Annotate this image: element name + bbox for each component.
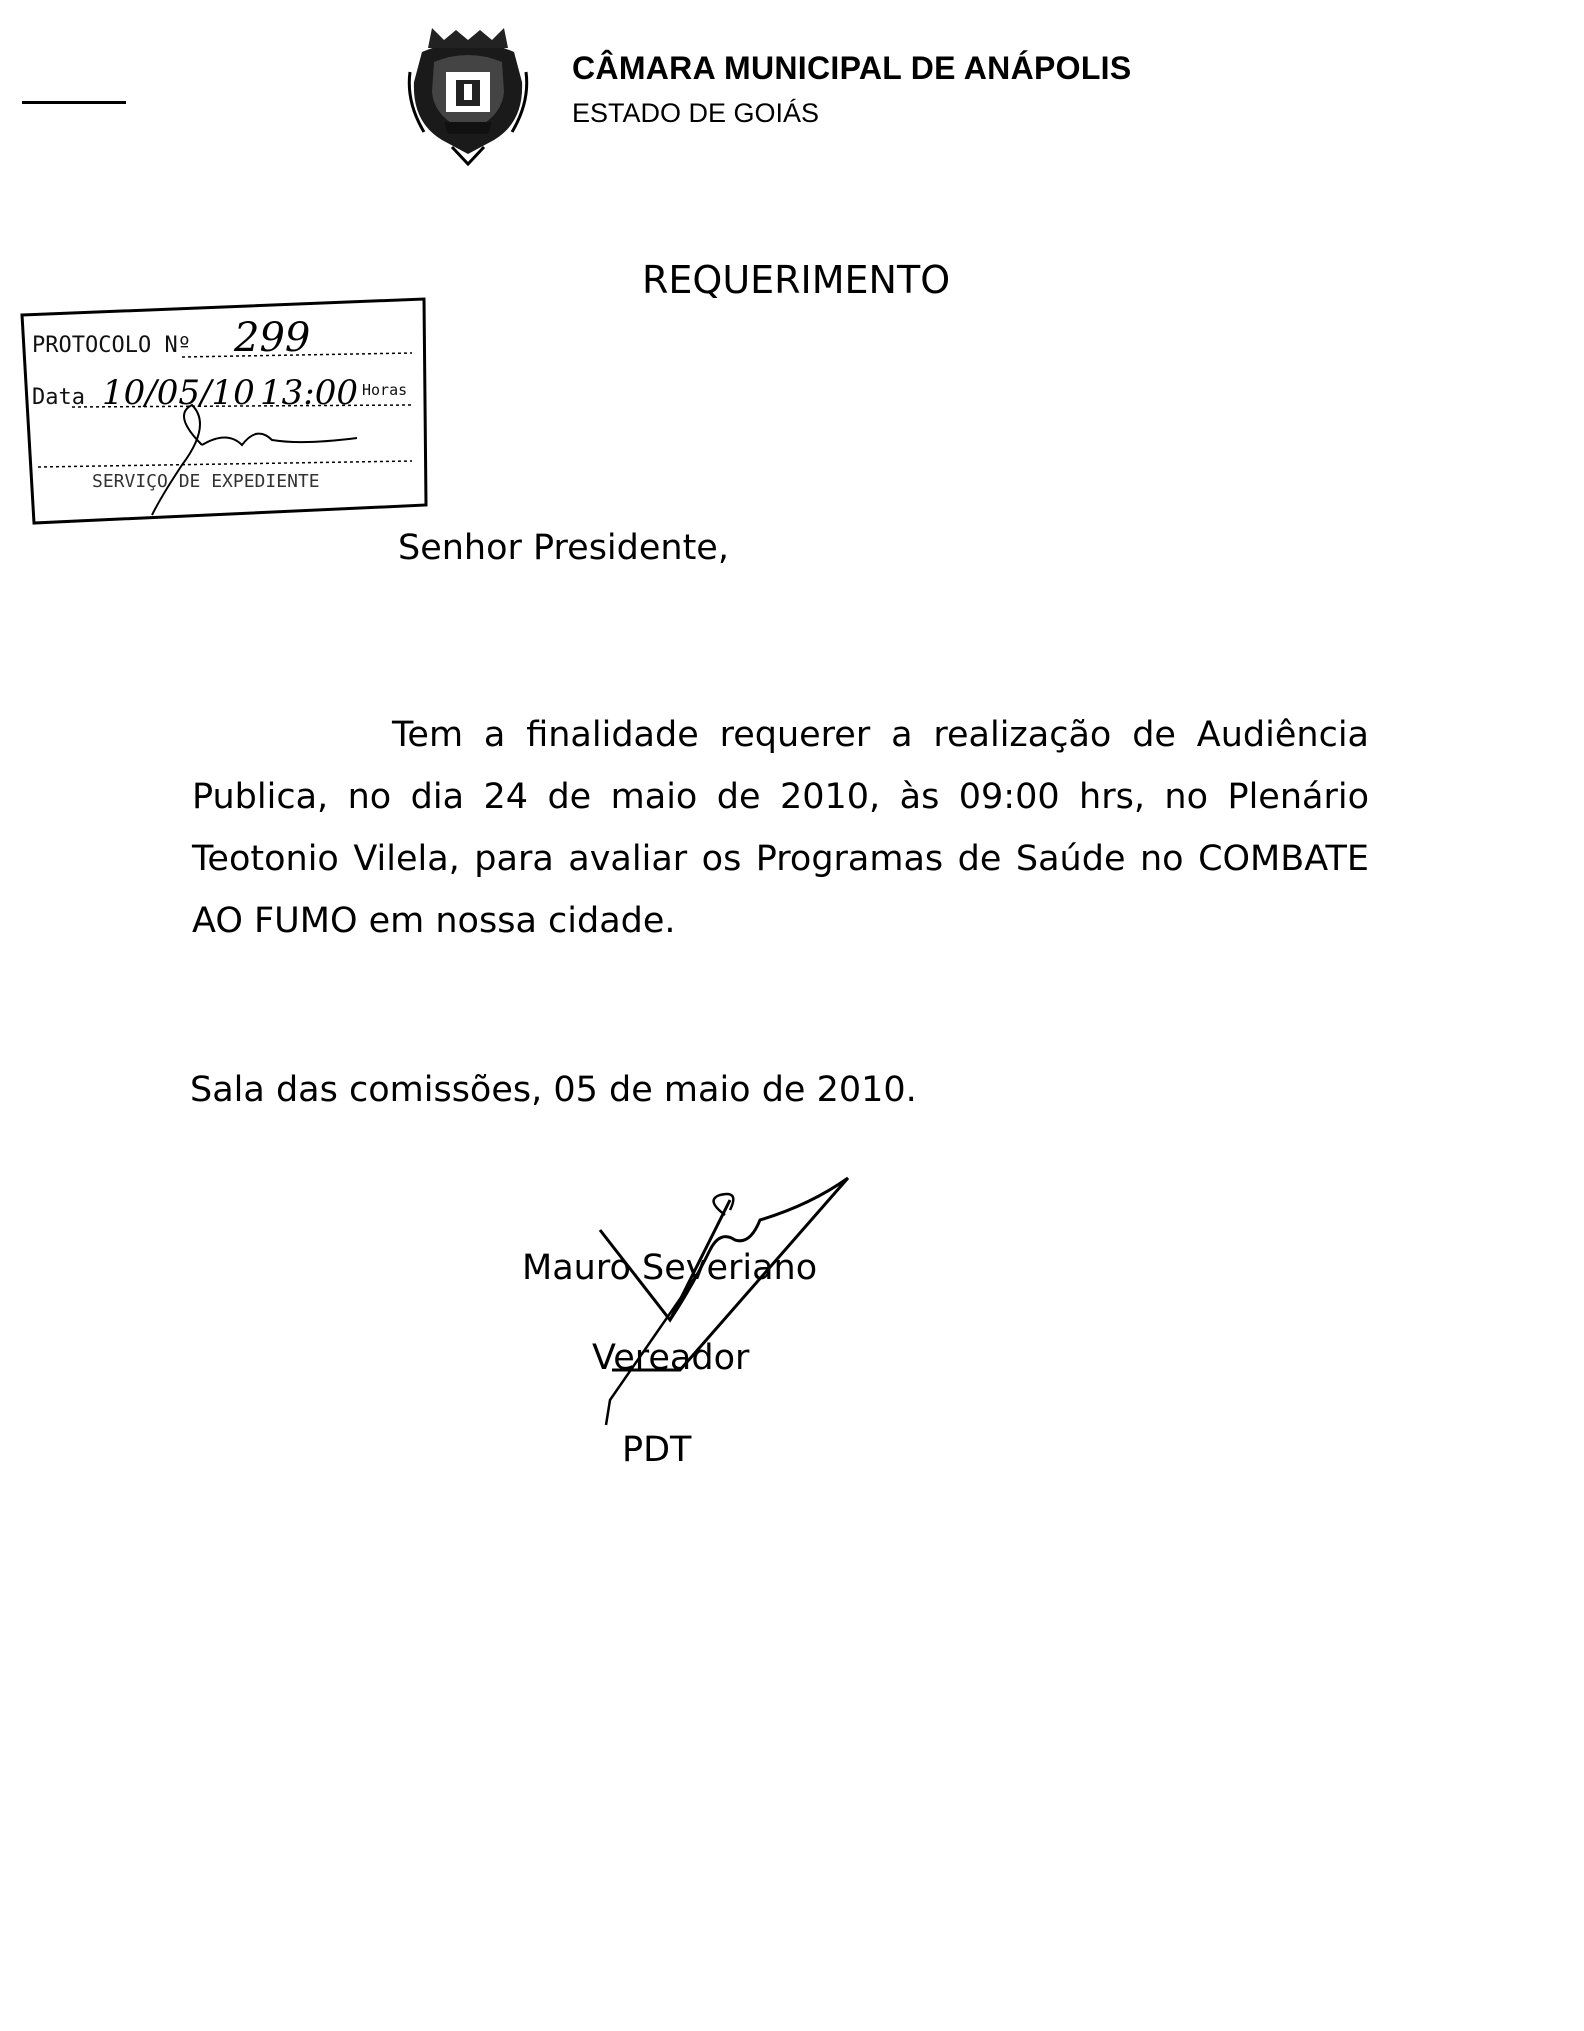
hours-label: Horas [362,381,408,399]
signatory-party: PDT [622,1430,692,1470]
date-label: Data [32,385,85,410]
body-paragraph: Tem a finalidade requerer a realização de Audiência Publica, no dia 24 de maio de 2010, às 09:00 hrs, no Plenário Teotonio Vilela, para avaliar os Programas de Saúde no COMBATE AO FUMO em nossa cidade. [192,715,1369,941]
signatory-role: Vereador [592,1338,750,1378]
signatory-name: Mauro Severiano [522,1248,818,1288]
handwritten-signature [520,1170,860,1440]
coat-of-arms-icon [404,22,532,167]
corner-mark [22,101,126,104]
place-date: Sala das comissões, 05 de maio de 2010. [190,1070,917,1110]
salutation: Senhor Presidente, [398,528,729,568]
department-label: SERVIÇO DE EXPEDIENTE [92,471,320,492]
date-value: 10/05/10 [102,373,255,413]
protocol-stamp [12,295,432,525]
state-name: ESTADO DE GOIÁS [572,98,820,128]
time-value: 13:00 [260,373,358,413]
institution-name: CÂMARA MUNICIPAL DE ANÁPOLIS [572,50,1132,86]
document-title: REQUERIMENTO [642,258,951,302]
protocol-label: PROTOCOLO Nº [32,333,191,358]
protocol-number: 299 [234,315,311,361]
